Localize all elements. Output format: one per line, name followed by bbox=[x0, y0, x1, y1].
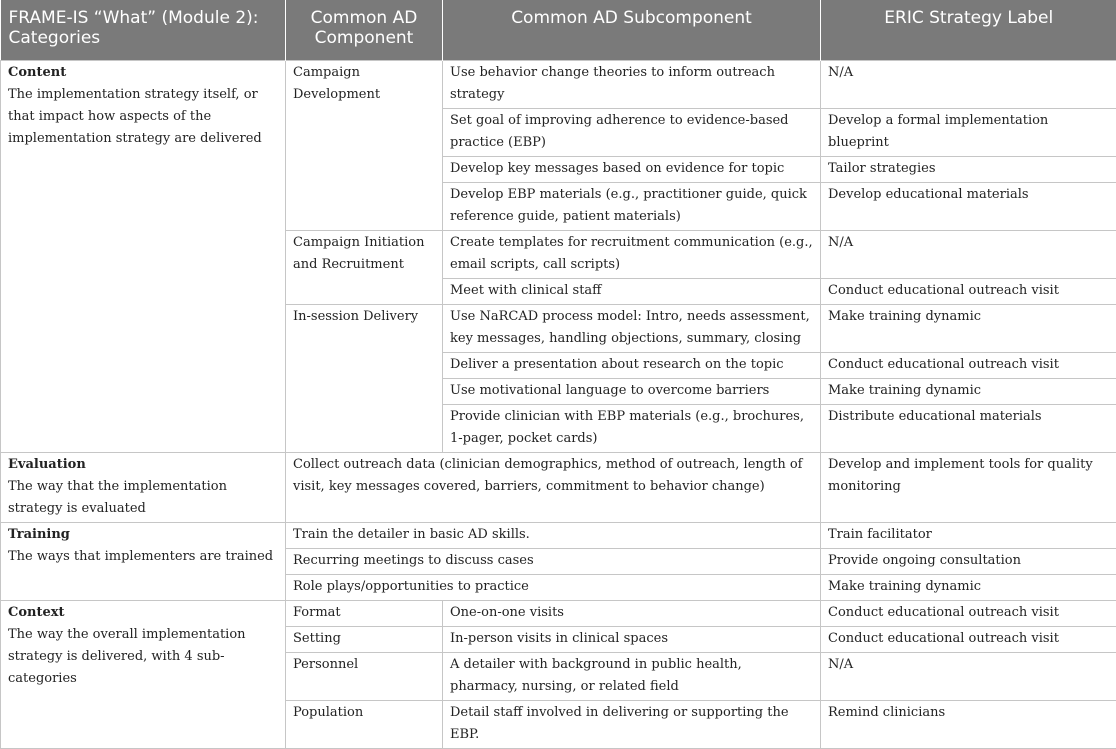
category-title: Evaluation bbox=[8, 454, 278, 476]
category-title: Context bbox=[8, 602, 278, 624]
subcomponent-cell: Set goal of improving adherence to evidence-based practice (EBP) bbox=[443, 108, 821, 156]
eric-cell: Develop and implement tools for quality monitoring bbox=[821, 452, 1116, 522]
subcomponent-cell: Recurring meetings to discuss cases bbox=[286, 548, 821, 574]
component-cell: Format bbox=[286, 600, 443, 626]
subcomponent-cell: Collect outreach data (clinician demographics, method of outreach, length of visit, key messages covered, barriers, commitment to behavior change) bbox=[286, 452, 821, 522]
eric-cell: Distribute educational materials bbox=[821, 404, 1116, 452]
header-row bbox=[1, 0, 1116, 60]
component-cell: Setting bbox=[286, 626, 443, 652]
header-categories: FRAME-IS “What” (Module 2): Categories bbox=[1, 0, 286, 60]
subcomponent-cell: Detail staff involved in delivering or supporting the EBP. bbox=[443, 700, 821, 748]
eric-cell: Train facilitator bbox=[821, 522, 1116, 548]
eric-cell: Make training dynamic bbox=[821, 304, 1116, 352]
category-training bbox=[1, 522, 286, 600]
category-description: The way the overall implementation strategy is delivered, with 4 sub-categories bbox=[8, 624, 278, 690]
header-component: Common AD Component bbox=[286, 0, 443, 60]
table-row bbox=[1, 522, 1116, 548]
subcomponent-cell: In-person visits in clinical spaces bbox=[443, 626, 821, 652]
subcomponent-cell: One-on-one visits bbox=[443, 600, 821, 626]
subcomponent-cell: Use motivational language to overcome barriers bbox=[443, 378, 821, 404]
eric-cell: Remind clinicians bbox=[821, 700, 1116, 748]
header-eric-label: ERIC Strategy Label bbox=[821, 0, 1116, 60]
table-body bbox=[1, 60, 1116, 748]
subcomponent-cell: Use behavior change theories to inform outreach strategy bbox=[443, 60, 821, 108]
component-cell: Population bbox=[286, 700, 443, 748]
component-cell: Campaign Initiation and Recruitment bbox=[286, 230, 443, 304]
eric-cell: Tailor strategies bbox=[821, 156, 1116, 182]
eric-cell: Make training dynamic bbox=[821, 378, 1116, 404]
category-title: Content bbox=[8, 62, 278, 84]
category-description: The implementation strategy itself, or that impact how aspects of the implementation strategy are delivered bbox=[8, 84, 278, 150]
component-cell: Campaign Development bbox=[286, 60, 443, 230]
component-cell: In-session Delivery bbox=[286, 304, 443, 452]
component-cell: Personnel bbox=[286, 652, 443, 700]
eric-cell: N/A bbox=[821, 652, 1116, 700]
table-row bbox=[1, 600, 1116, 626]
category-evaluation bbox=[1, 452, 286, 522]
subcomponent-cell: Train the detailer in basic AD skills. bbox=[286, 522, 821, 548]
eric-cell: Develop a formal implementation blueprint bbox=[821, 108, 1116, 156]
subcomponent-cell: Deliver a presentation about research on the topic bbox=[443, 352, 821, 378]
subcomponent-cell: Use NaRCAD process model: Intro, needs assessment, key messages, handling objections, summary, closing bbox=[443, 304, 821, 352]
category-description: The way that the implementation strategy is evaluated bbox=[8, 476, 278, 520]
eric-cell: Conduct educational outreach visit bbox=[821, 278, 1116, 304]
eric-cell: Conduct educational outreach visit bbox=[821, 600, 1116, 626]
eric-cell: Develop educational materials bbox=[821, 182, 1116, 230]
eric-cell: Conduct educational outreach visit bbox=[821, 352, 1116, 378]
header-subcomponent: Common AD Subcomponent bbox=[443, 0, 821, 60]
category-content bbox=[1, 60, 286, 452]
eric-cell: Conduct educational outreach visit bbox=[821, 626, 1116, 652]
subcomponent-cell: Meet with clinical staff bbox=[443, 278, 821, 304]
subcomponent-cell: A detailer with background in public health, pharmacy, nursing, or related field bbox=[443, 652, 821, 700]
table-row bbox=[1, 452, 1116, 522]
subcomponent-cell: Develop EBP materials (e.g., practitioner guide, quick reference guide, patient materials) bbox=[443, 182, 821, 230]
subcomponent-cell: Develop key messages based on evidence for topic bbox=[443, 156, 821, 182]
eric-cell: N/A bbox=[821, 230, 1116, 278]
eric-cell: Provide ongoing consultation bbox=[821, 548, 1116, 574]
eric-cell: Make training dynamic bbox=[821, 574, 1116, 600]
category-context bbox=[1, 600, 286, 748]
table-row bbox=[1, 60, 1116, 108]
eric-cell: N/A bbox=[821, 60, 1116, 108]
subcomponent-cell: Role plays/opportunities to practice bbox=[286, 574, 821, 600]
category-description: The ways that implementers are trained bbox=[8, 546, 278, 568]
table-header bbox=[1, 0, 1116, 60]
category-title: Training bbox=[8, 524, 278, 546]
subcomponent-cell: Create templates for recruitment communication (e.g., email scripts, call scripts) bbox=[443, 230, 821, 278]
subcomponent-cell: Provide clinician with EBP materials (e.g., brochures, 1-pager, pocket cards) bbox=[443, 404, 821, 452]
